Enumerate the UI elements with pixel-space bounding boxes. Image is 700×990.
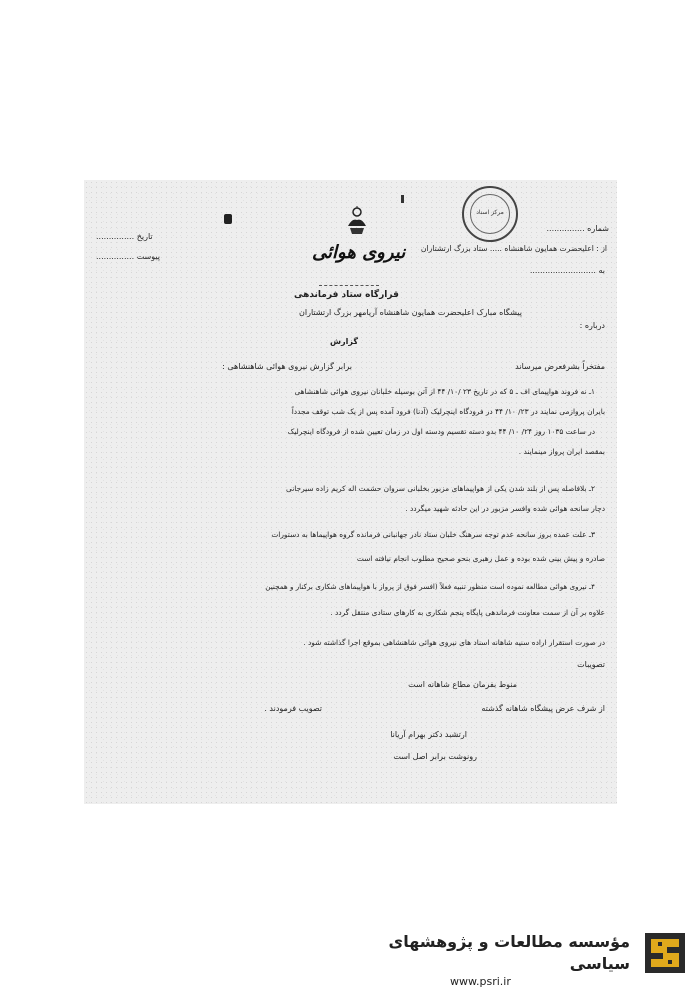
body-line: بایران پروازمی نمایند در ۲۳/ ۱۰/ ۴۴ در فرودگاه اینچرلیک (آدنا) فرود آمده پس از یک شب توقف مجدداً xyxy=(291,407,605,416)
scanned-document xyxy=(84,180,617,804)
institute-url[interactable]: www.psri.ir xyxy=(450,975,511,988)
body-line: در صورت استقرار اراده سنیه شاهانه اسناد های نیروی هوائی شاهنشاهی بموقع اجرا گذاشته شود . xyxy=(303,638,605,647)
recipient-line: پیشگاه مبارک اعلیحضرت همایون شاهنشاه آریامهر بزرگ ارتشتاران xyxy=(298,308,522,317)
lion-and-sun-emblem-icon xyxy=(344,204,370,236)
divider xyxy=(319,285,379,286)
from-line: از : اعلیحضرت همایون شاهنشاه ..... ستاد بزرگ ارتشتاران xyxy=(420,244,607,253)
headquarters: قرارگاه ستاد فرماندهی xyxy=(294,290,399,300)
signature: ارتشبد دکتر بهرام آریانا xyxy=(390,730,467,739)
ink-mark xyxy=(401,195,404,203)
letterhead-title: نیروی هوائی xyxy=(312,242,406,263)
recommendation-label: تصویبات xyxy=(577,660,605,669)
institute-name: مؤسسه مطالعات و پژوهشهای سیاسی xyxy=(388,932,630,973)
body-line: ۴ـ نیروی هوائی مطالعه نموده است منظور تنبیه فعلاً (افسر فوق از پرواز با هواپیماهای شکاری برکنار و همچنین xyxy=(265,582,595,591)
recommendation-text: منوط بفرمان مطاع شاهانه است xyxy=(408,680,517,689)
approval-note: تصویب فرمودند . xyxy=(264,704,322,713)
body-line: بمقصد ایران پرواز مینمایند . xyxy=(518,447,605,456)
to-label: به .......................... xyxy=(529,266,605,275)
body-line: ۱ـ نه فروند هواپیمای اف ـ ۵ که در تاریخ ۲۳ /۱۰/ ۴۴ از آتن بوسیله خلبانان نیروی هوائی شاهنشاهی xyxy=(294,387,595,396)
date-label: تاریخ ............... xyxy=(96,232,153,241)
copy-note: رونوشت برابر اصل است xyxy=(393,752,477,761)
report-title: گزارش xyxy=(330,337,359,346)
attachment-label: پیوست ............... xyxy=(96,252,161,261)
royal-note: از شرف عرض پیشگاه شاهانه گذشته xyxy=(481,704,605,713)
body-line: ۳ـ علت عمده بروز سانحه عدم توجه سرهنگ خلبان ستاد نادر جهانبانی فرمانده گروه هواپیماها به دستورات xyxy=(271,530,595,539)
number-label: شماره ............... xyxy=(546,224,609,233)
body-line: علاوه بر آن از سمت معاونت فرماندهی پایگاه پنجم شکاری به کارهای ستادی منتقل گردد . xyxy=(330,608,605,617)
psri-logo-icon xyxy=(645,933,685,973)
footer-branding xyxy=(360,931,630,989)
body-line: در ساعت ۱۰۳۵ روز ۲۴/ ۱۰/ ۴۴ بدو دسته تقسیم ودسته اول در زمان تعیین شده از فرودگاه اینچرلیک xyxy=(287,427,595,436)
archive-seal xyxy=(462,186,518,242)
salutation: مفتخراً بشرفعرض میرساند xyxy=(515,362,605,371)
regarding-label: درباره : xyxy=(579,321,605,330)
seal-label: مرکز اسناد xyxy=(476,209,504,216)
salutation-right: برابر گزارش نیروی هوائی شاهنشاهی : xyxy=(222,362,352,371)
body-line: ۲ـ بلافاصله پس از بلند شدن یکی از هواپیماهای مزبور بخلبانی سروان حشمت اله کریم زاده سیرجانی xyxy=(286,484,595,493)
body-line: صادره و پیش بینی شده بوده و عمل رهبری بنحو صحیح مطلوب انجام نیافته است xyxy=(356,554,605,563)
ink-mark xyxy=(224,214,232,224)
body-line: دچار سانحه هوائی شده وافسر مزبور در این حادثه شهید میگردد . xyxy=(405,504,605,513)
